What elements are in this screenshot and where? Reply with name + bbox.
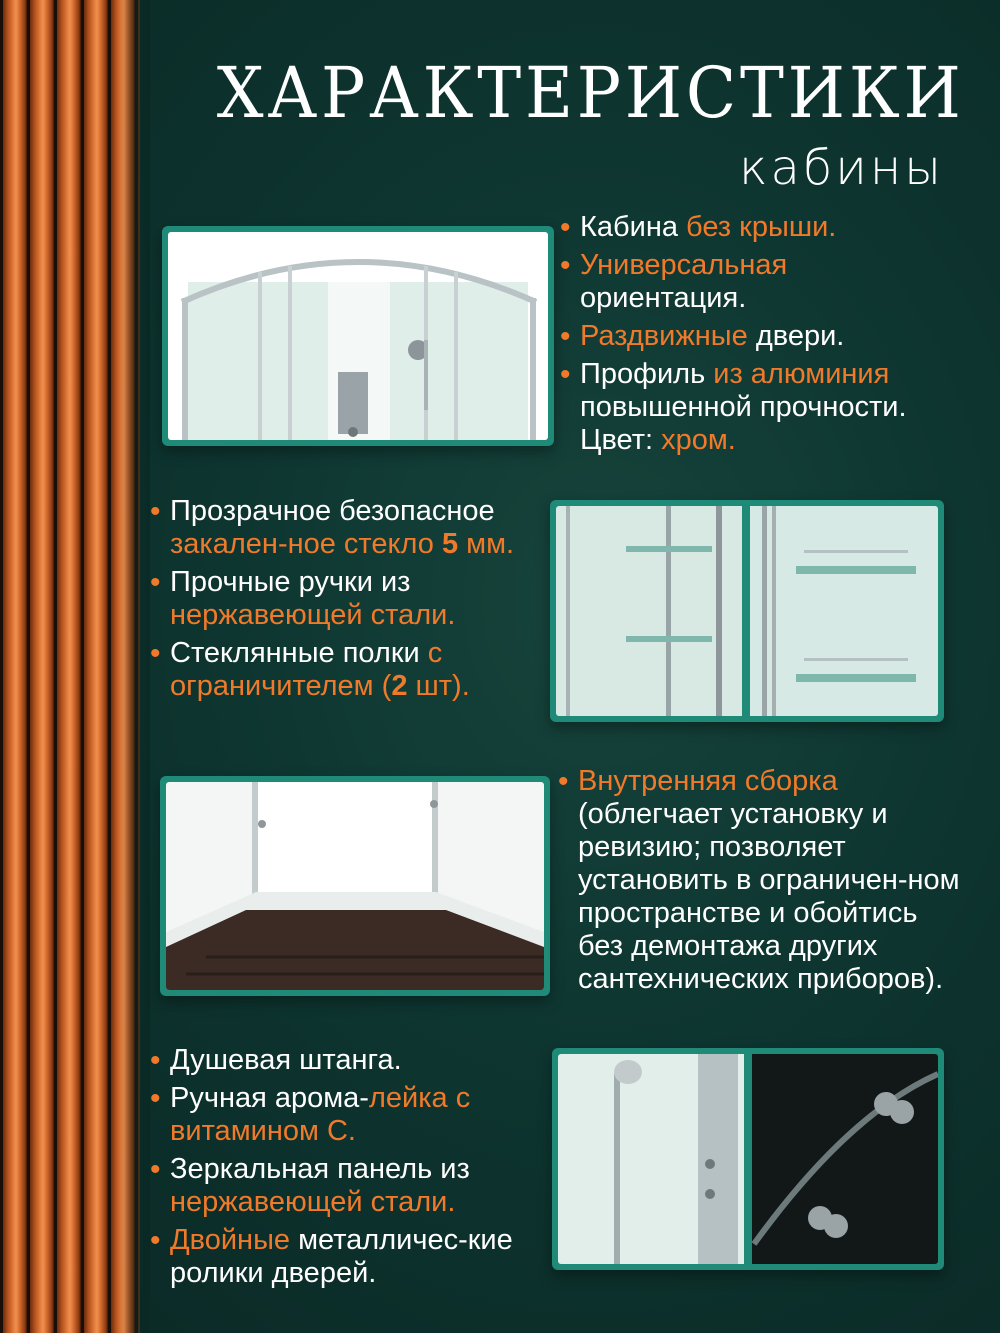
features-list-3 <box>556 765 966 1001</box>
photo-rail-frame <box>552 1048 944 1270</box>
list-item: • Профиль из алюминия повышенной прочности. Цвет: хром. <box>560 358 907 456</box>
list-item: • Зеркальная панель из нержавеющей стали. <box>150 1153 470 1218</box>
bullet-icon: • <box>558 765 569 798</box>
list-item: • Двойные металличес-кие ролики дверей. <box>150 1224 513 1289</box>
photo-shelves-frame <box>550 500 944 722</box>
photo-cabin-overview <box>168 232 548 440</box>
bullet-icon: • <box>560 211 571 244</box>
bullet-icon: • <box>560 320 571 353</box>
list-item: • Душевая штанга. <box>150 1044 402 1077</box>
list-item: • Кабина без крыши. <box>560 211 837 244</box>
list-item: • Внутренняя сборка (облегчает установку и ревизию; позволяет установить в ограничен-ном пространстве и обойтись без демонтажа других сантехнических приборов). <box>558 765 960 995</box>
list-item: • Прочные ручки из нержавеющей стали. <box>150 566 456 631</box>
photo-glass-shelves <box>556 506 938 716</box>
features-list-4 <box>148 1044 528 1295</box>
wood-slats-decoration <box>0 0 140 1333</box>
bullet-icon: • <box>150 1082 161 1115</box>
photo-shower-rail-rollers <box>558 1054 938 1264</box>
list-item: • Раздвижные двери. <box>560 320 845 353</box>
bullet-icon: • <box>150 1153 161 1186</box>
bullet-icon: • <box>150 566 161 599</box>
bullet-icon: • <box>560 358 571 391</box>
features-list-2 <box>148 495 528 708</box>
photo-inner-assembly <box>166 782 544 990</box>
photo-base-frame <box>160 776 550 996</box>
bullet-icon: • <box>150 495 161 528</box>
list-item: • Универсальная ориентация. <box>560 249 788 314</box>
page-subtitle: кабины <box>738 140 944 196</box>
photo-cabin-frame <box>162 226 554 446</box>
slats-shadow <box>120 0 150 1333</box>
bullet-icon: • <box>150 637 161 670</box>
list-item: • Прозрачное безопасное закален-ное стекло 5 мм. <box>150 495 515 560</box>
list-item: • Стеклянные полки с ограничителем (2 шт). <box>150 637 470 702</box>
page-title: ХАРАКТЕРИСТИКИ <box>216 52 965 134</box>
bullet-icon: • <box>560 249 571 282</box>
list-item: • Ручная арома-лейка с витамином С. <box>150 1082 471 1147</box>
bullet-icon: • <box>150 1224 161 1257</box>
bullet-icon: • <box>150 1044 161 1077</box>
features-list-1 <box>558 211 978 462</box>
